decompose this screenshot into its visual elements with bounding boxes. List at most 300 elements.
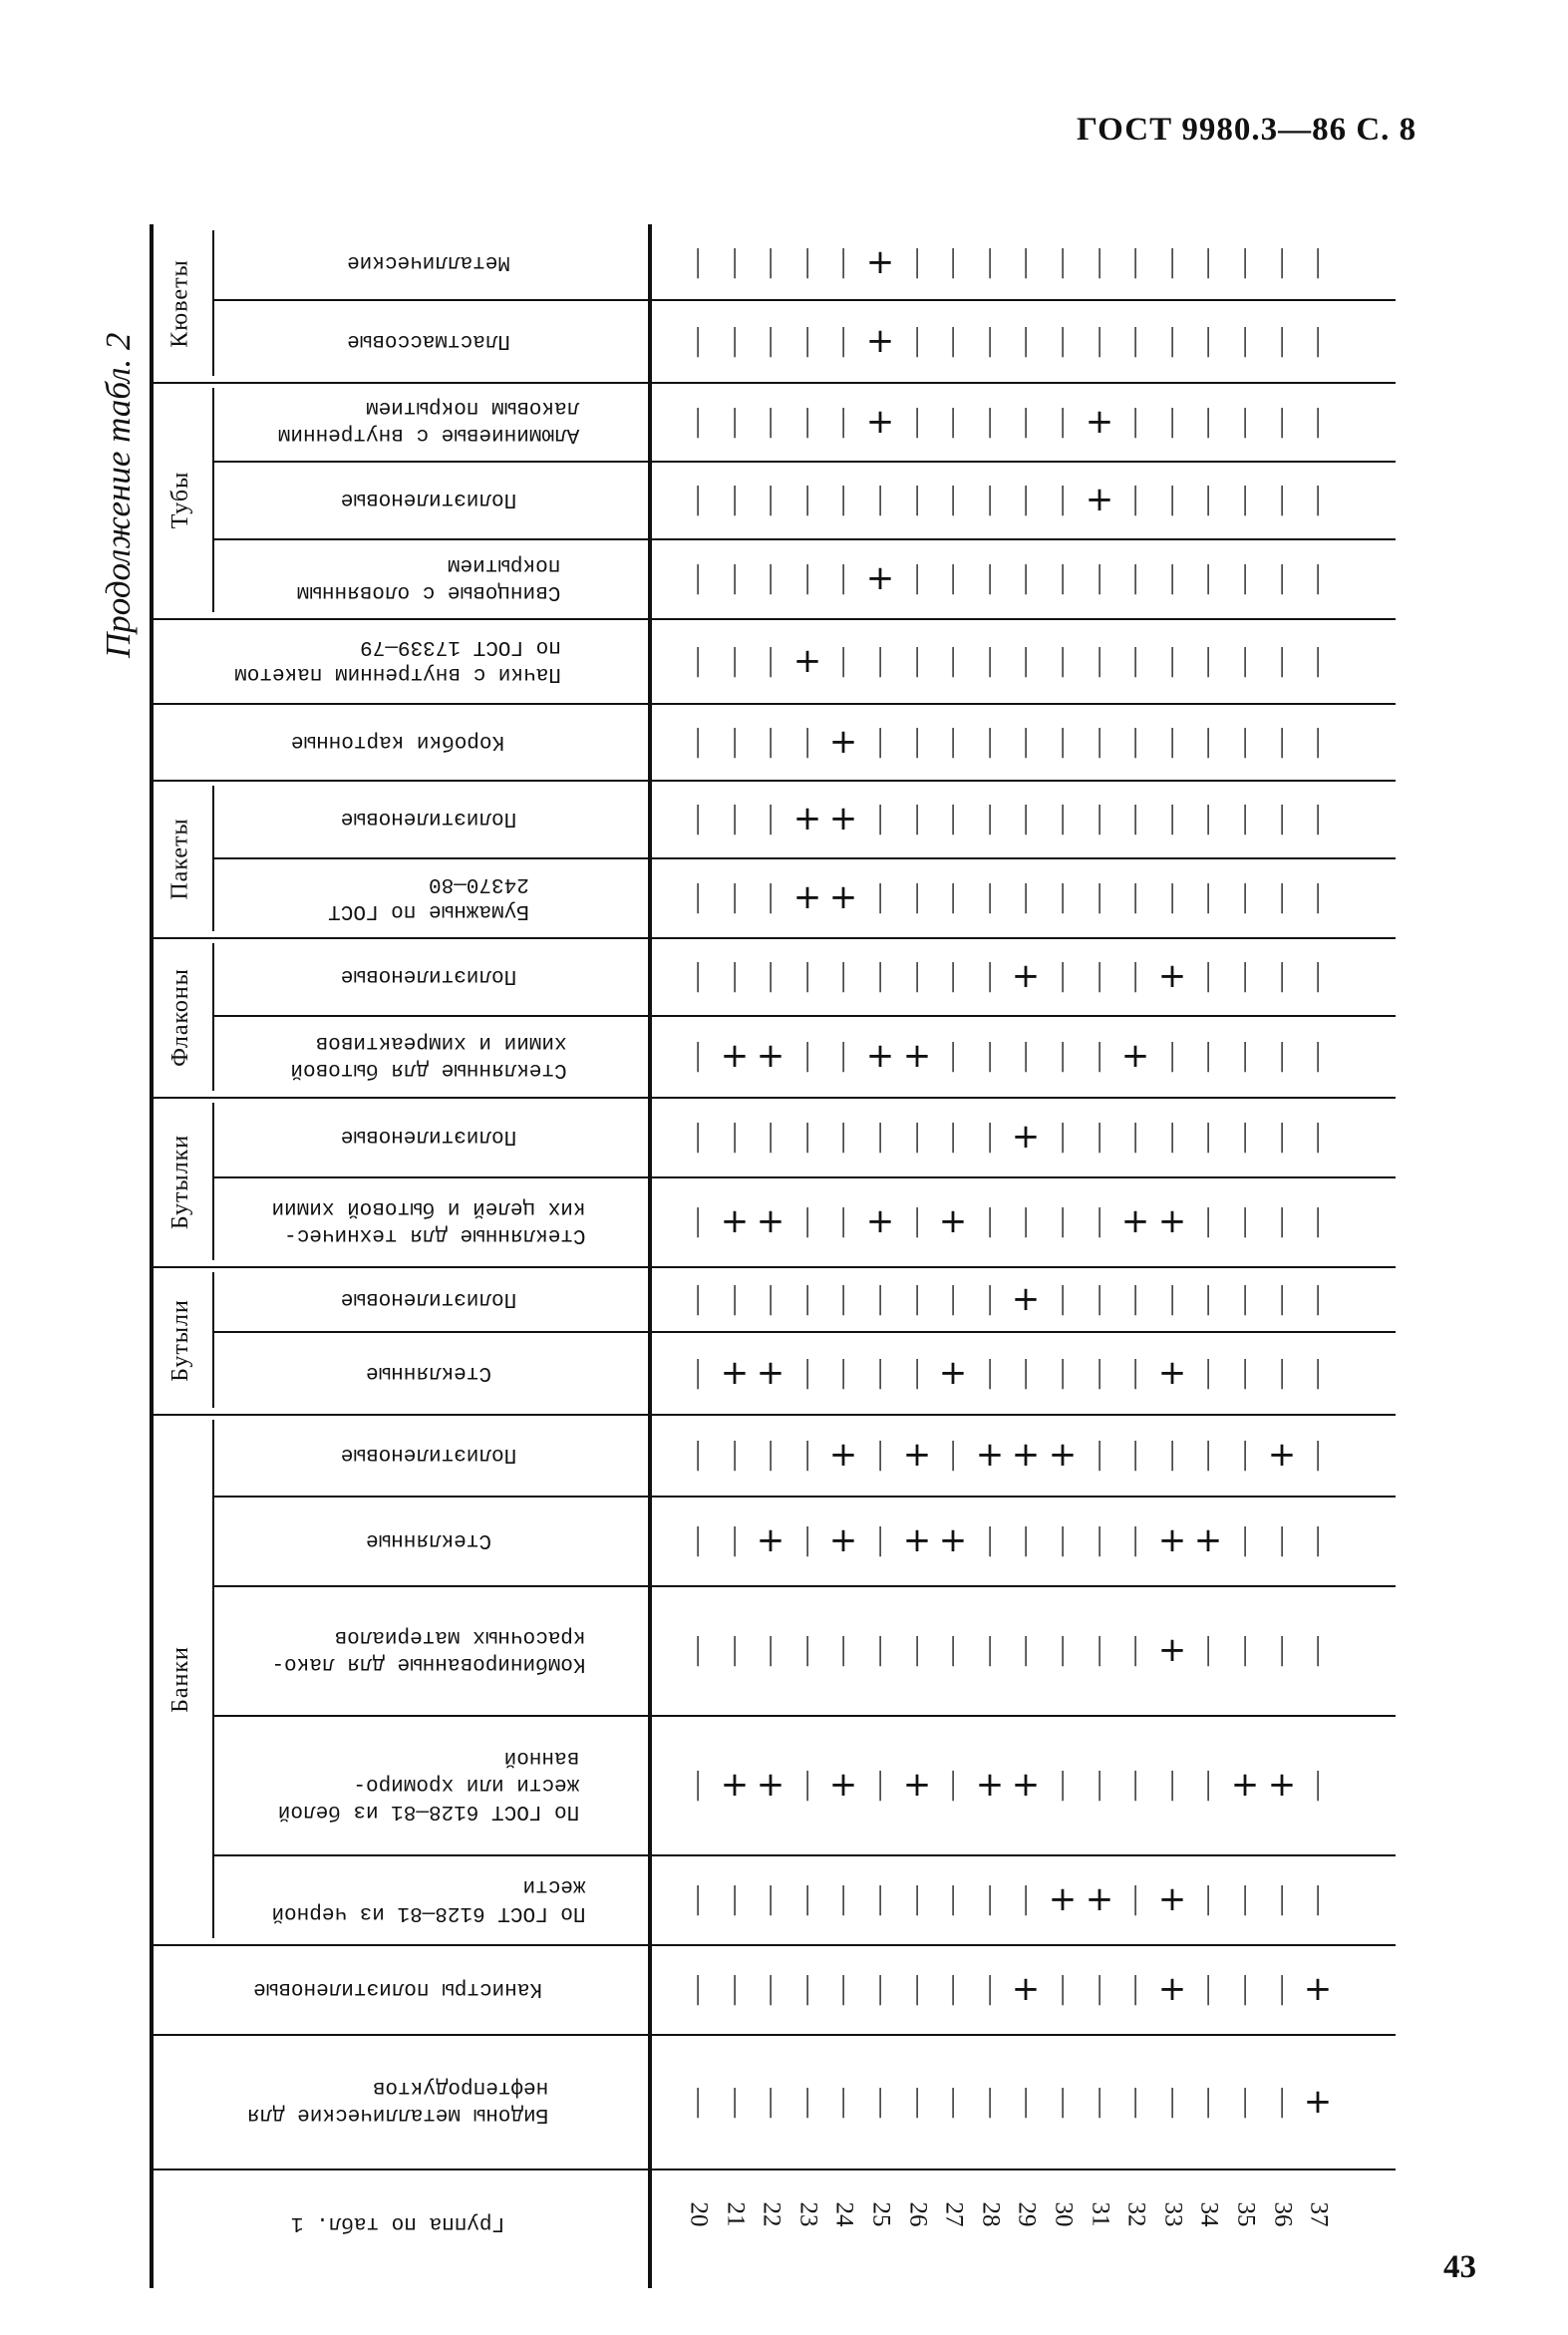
table-cell: |	[729, 403, 741, 439]
table-cell: |	[692, 879, 704, 914]
table-cell: |	[837, 322, 849, 358]
table-cell: |	[1276, 642, 1288, 678]
row-label-text: По ГОСТ 6128—81 из белой жести или хромиро- ванной	[277, 1746, 580, 1824]
table-cell: |	[1312, 1767, 1324, 1802]
table-cell: +	[756, 1201, 785, 1241]
table-cell: |	[1202, 1971, 1214, 2006]
table-cell: |	[947, 1437, 959, 1472]
group-number-text: 25	[867, 2201, 894, 2227]
table-cell: |	[874, 2083, 886, 2119]
table-cell: |	[801, 482, 813, 516]
table-cell: +	[1230, 1765, 1260, 1805]
table-cell: |	[947, 2083, 959, 2119]
table-cell: +	[865, 1201, 895, 1241]
group-number-text: 32	[1122, 2201, 1149, 2227]
table-cell: |	[1057, 482, 1069, 516]
table-cell: |	[1129, 1280, 1141, 1316]
table-cell: +	[975, 1765, 1005, 1805]
table-cell: |	[1129, 1522, 1141, 1557]
table-cell: |	[1312, 243, 1324, 279]
table-cell: +	[1267, 1435, 1297, 1475]
table-cell: |	[1020, 1881, 1032, 1916]
table-cell: |	[729, 1280, 741, 1316]
row-label-text: Стеклянные	[365, 1528, 492, 1552]
table-cell: +	[1157, 1352, 1187, 1393]
table-cell: |	[1239, 560, 1251, 595]
table-cell: |	[984, 1280, 996, 1316]
table-cell: |	[1094, 1522, 1105, 1557]
table-cell: |	[801, 1038, 813, 1073]
table-cell: |	[1312, 1354, 1324, 1390]
table-cell: |	[765, 322, 777, 358]
table-cell: +	[938, 1520, 968, 1560]
table-cell: |	[1276, 1038, 1288, 1073]
table-cell: |	[729, 642, 741, 678]
row-label	[157, 620, 638, 701]
group-number	[1119, 2173, 1151, 2255]
row-label-text: Стеклянные для техничес- ких целей и бытовой химии	[271, 1196, 586, 1246]
table-cell: |	[765, 801, 777, 835]
table-cell: |	[1202, 482, 1214, 516]
table-cell: |	[1239, 1038, 1251, 1073]
category-divider-line	[212, 943, 214, 1091]
table-cell: |	[1312, 1038, 1324, 1073]
table-cell: +	[1193, 1520, 1223, 1560]
table-cell: +	[865, 320, 895, 361]
table-cell: |	[1239, 403, 1251, 439]
table-cell: |	[1057, 723, 1069, 759]
table-cell: |	[801, 1203, 813, 1238]
row-label-text: Свинцовые с оловянным покрытием	[296, 553, 561, 603]
table-cell: |	[874, 1280, 886, 1316]
table-cell: +	[828, 1435, 858, 1475]
table-cell: |	[1276, 2083, 1288, 2119]
table-cell: |	[1202, 1038, 1214, 1073]
table-cell: +	[1085, 480, 1114, 519]
row-label-text: Полиэтиленовые	[340, 488, 517, 511]
group-number	[974, 2173, 1006, 2255]
table-cell: |	[1312, 723, 1324, 759]
table-cell: |	[1129, 1119, 1141, 1154]
table-cell: |	[1276, 482, 1288, 516]
table-cell: |	[1239, 801, 1251, 835]
table-cell: |	[1057, 243, 1069, 279]
table-cell: |	[911, 879, 923, 914]
category-label: Бутыли	[167, 1298, 193, 1382]
table-cell: |	[729, 1119, 741, 1154]
group-number-text: 30	[1050, 2201, 1077, 2227]
row-label	[219, 384, 638, 459]
table-cell: +	[1303, 1969, 1333, 2009]
group-number	[1010, 2173, 1042, 2255]
table-cell: +	[828, 1765, 858, 1805]
table-cell: |	[692, 1119, 704, 1154]
table-cell: |	[801, 1881, 813, 1916]
table-cell: |	[1276, 322, 1288, 358]
table-cell: |	[1020, 243, 1032, 279]
group-number-text: 33	[1159, 2201, 1186, 2227]
table-cell: |	[947, 1767, 959, 1802]
group-number	[1156, 2173, 1188, 2255]
table-cell: |	[1312, 1437, 1324, 1472]
table-cell: |	[1202, 879, 1214, 914]
table-cell: |	[911, 482, 923, 516]
category-divider-line	[212, 1103, 214, 1260]
table-cell: +	[902, 1036, 932, 1076]
table-cell: |	[1057, 2083, 1069, 2119]
row-label-text: Бумажные по ГОСТ 24370—80	[328, 872, 529, 922]
table-cell: |	[1276, 879, 1288, 914]
table-cell: |	[765, 642, 777, 678]
table-cell: |	[947, 801, 959, 835]
table-cell: |	[1239, 1632, 1251, 1667]
table-cell: |	[1129, 1971, 1141, 2006]
table-cell: |	[911, 243, 923, 279]
table-cell: |	[801, 958, 813, 993]
category-label: Бутылки	[167, 1134, 193, 1229]
table-cell: +	[828, 1520, 858, 1560]
row-label-text: Пластмассовые	[347, 329, 510, 352]
table-cell: |	[984, 642, 996, 678]
table-cell: |	[1312, 1203, 1324, 1238]
table-cell: |	[1094, 1971, 1105, 2006]
table-cell: |	[765, 1881, 777, 1916]
table-cell: |	[911, 642, 923, 678]
table-cell: |	[1057, 1632, 1069, 1667]
table-cell: |	[837, 1881, 849, 1916]
table-cell: |	[729, 1971, 741, 2006]
table-cell: |	[837, 1354, 849, 1390]
table-cell: |	[1094, 322, 1105, 358]
table-cell: +	[1157, 1201, 1187, 1241]
table-continuation-label: Продолжение табл. 2	[99, 332, 138, 658]
table-cell: |	[765, 958, 777, 993]
table-cell: |	[1276, 1203, 1288, 1238]
table-cell: |	[1239, 243, 1251, 279]
group-number	[827, 2173, 859, 2255]
table-cell: |	[692, 403, 704, 439]
table-cell: +	[756, 1352, 785, 1393]
group-header-text: Группа по табл. 1	[290, 2211, 505, 2235]
table-cell: |	[911, 1119, 923, 1154]
table-cell: |	[1312, 1632, 1324, 1667]
table-cell: |	[984, 2083, 996, 2119]
table-cell: +	[1048, 1435, 1078, 1475]
table-cell: +	[865, 558, 895, 598]
table-cell: |	[837, 1632, 849, 1667]
row-label-text: Металлические	[347, 250, 510, 273]
table-cell: |	[911, 1280, 923, 1316]
table-cell: |	[984, 1203, 996, 1238]
group-number-text: 34	[1195, 2201, 1222, 2227]
table-cell: |	[947, 1280, 959, 1316]
table-cell: |	[1094, 723, 1105, 759]
table-cell: |	[874, 879, 886, 914]
table-cell: |	[692, 1881, 704, 1916]
table-cell: |	[1239, 723, 1251, 759]
table-cell: |	[765, 1971, 777, 2006]
table-cell: |	[947, 642, 959, 678]
table-cell: |	[947, 958, 959, 993]
table-cell: +	[720, 1352, 750, 1393]
table-cell: |	[1166, 1119, 1178, 1154]
table-cell: |	[947, 1881, 959, 1916]
row-label	[219, 540, 638, 616]
table-cell: +	[975, 1435, 1005, 1475]
category-divider-line	[212, 1420, 214, 1938]
table-cell: +	[1048, 1879, 1078, 1919]
group-number-text: 28	[977, 2201, 1004, 2227]
table-cell: |	[692, 482, 704, 516]
table-cell: |	[837, 560, 849, 595]
table-cell: |	[911, 958, 923, 993]
table-cell: |	[1312, 1881, 1324, 1916]
table-cell: |	[1129, 1767, 1141, 1802]
table-cell: +	[1120, 1201, 1150, 1241]
table-cell: |	[984, 322, 996, 358]
category-label: Флаконы	[167, 967, 193, 1067]
table-cell: |	[801, 1971, 813, 2006]
table-cell: |	[874, 642, 886, 678]
group-number	[1192, 2173, 1224, 2255]
table-cell: |	[837, 642, 849, 678]
table-cell: |	[692, 322, 704, 358]
table-cell: +	[828, 799, 858, 838]
table-cell: |	[874, 1354, 886, 1390]
table-cell: |	[1239, 1119, 1251, 1154]
page-header: ГОСТ 9980.3—86 С. 8	[1077, 112, 1417, 148]
row-label-text: Пачки с внутренним пакетом по ГОСТ 17339—79	[234, 635, 561, 686]
table-cell: |	[692, 1767, 704, 1802]
table-cell: |	[984, 403, 996, 439]
table-cell: |	[1312, 1119, 1324, 1154]
table-cell: +	[720, 1201, 750, 1241]
table-cell: |	[1057, 403, 1069, 439]
table-cell: |	[1129, 1354, 1141, 1390]
table-cell: +	[1157, 956, 1187, 996]
table-cell: |	[1129, 482, 1141, 516]
table-cell: |	[1166, 1437, 1178, 1472]
table-cell: |	[1276, 958, 1288, 993]
table-cell: |	[1094, 1038, 1105, 1073]
table-cell: |	[692, 1038, 704, 1073]
table-cell: |	[1057, 1038, 1069, 1073]
table-cell: +	[1011, 1969, 1041, 2009]
table-cell: +	[1011, 1278, 1041, 1319]
category-label-box	[150, 1097, 212, 1266]
table-cell: |	[837, 243, 849, 279]
table-cell: |	[984, 1632, 996, 1667]
table-cell: |	[1129, 1881, 1141, 1916]
row-label	[219, 1178, 638, 1264]
table-cell: |	[1020, 801, 1032, 835]
table-cell: |	[874, 482, 886, 516]
table-cell: |	[1202, 560, 1214, 595]
table-cell: |	[911, 560, 923, 595]
table-cell: |	[837, 403, 849, 439]
table-cell: |	[1094, 1354, 1105, 1390]
category-divider-line	[212, 1272, 214, 1408]
category-label: Банки	[167, 1645, 193, 1713]
table-cell: +	[938, 1201, 968, 1241]
table-cell: |	[801, 2083, 813, 2119]
table-cell: |	[1166, 642, 1178, 678]
table-cell: |	[911, 723, 923, 759]
table-cell: |	[911, 1881, 923, 1916]
table-cell: |	[692, 1280, 704, 1316]
table-cell: |	[1276, 723, 1288, 759]
group-number	[1047, 2173, 1079, 2255]
table-cell: |	[984, 1522, 996, 1557]
row-label-text: Полиэтиленовые	[340, 807, 517, 831]
table-cell: |	[765, 1280, 777, 1316]
table-cell: |	[911, 1971, 923, 2006]
table-cell: |	[692, 2083, 704, 2119]
table-cell: +	[828, 877, 858, 917]
table-cell: |	[765, 1437, 777, 1472]
table-cell: +	[1120, 1036, 1150, 1076]
group-number	[1084, 2173, 1115, 2255]
table-cell: |	[729, 958, 741, 993]
table-cell: |	[1057, 801, 1069, 835]
table-cell: +	[865, 1036, 895, 1076]
table-cell: +	[756, 1765, 785, 1805]
category-label-box	[150, 382, 212, 618]
table-cell: |	[1202, 403, 1214, 439]
table-cell: |	[947, 1632, 959, 1667]
table-cell: |	[1202, 1354, 1214, 1390]
table-cell: |	[1020, 1522, 1032, 1557]
table-cell: |	[1202, 958, 1214, 993]
table-cell: |	[984, 1038, 996, 1073]
table-cell: |	[1239, 1881, 1251, 1916]
table-cell: |	[1094, 1280, 1105, 1316]
row-label-text: Полиэтиленовые	[340, 1443, 517, 1467]
table-cell: |	[765, 560, 777, 595]
table-cell: |	[984, 723, 996, 759]
table-cell: |	[1094, 243, 1105, 279]
table-cell: +	[1157, 1630, 1187, 1670]
row-label	[219, 1017, 638, 1095]
table-cell: +	[828, 721, 858, 762]
table-cell: +	[902, 1520, 932, 1560]
table-cell: |	[729, 1437, 741, 1472]
table-cell: +	[902, 1765, 932, 1805]
table-cell: |	[801, 403, 813, 439]
group-number-text: 22	[758, 2201, 784, 2227]
table-cell: |	[1166, 560, 1178, 595]
table-cell: |	[801, 1280, 813, 1316]
table-cell: |	[1094, 1767, 1105, 1802]
table-cell: |	[1202, 1119, 1214, 1154]
table-cell: |	[1202, 1767, 1214, 1802]
table-cell: |	[765, 879, 777, 914]
table-cell: |	[911, 322, 923, 358]
row-label-text: Стеклянные	[365, 1361, 492, 1384]
group-number-text: 20	[685, 2201, 712, 2227]
table-cell: |	[1312, 879, 1324, 914]
row-label-text: Полиэтиленовые	[340, 1287, 517, 1310]
table-cell: |	[1276, 243, 1288, 279]
group-number-text: 26	[904, 2201, 931, 2227]
table-cell: |	[947, 482, 959, 516]
category-label-box	[150, 937, 212, 1097]
row-label	[219, 1587, 638, 1713]
table-cell: |	[1239, 1971, 1251, 2006]
row-label	[157, 705, 638, 778]
category-label-box	[150, 224, 212, 382]
row-label	[219, 226, 638, 297]
table-cell: |	[1239, 1280, 1251, 1316]
table-cell: |	[1094, 879, 1105, 914]
table-cell: |	[801, 1354, 813, 1390]
table-cell: |	[1276, 1119, 1288, 1154]
table-cell: |	[1057, 958, 1069, 993]
table-cell: +	[865, 401, 895, 442]
table-cell: +	[720, 1036, 750, 1076]
table-cell: |	[837, 1971, 849, 2006]
table-cell: |	[947, 243, 959, 279]
table-cell: |	[984, 1971, 996, 2006]
table-cell: |	[1057, 1280, 1069, 1316]
table-cell: |	[1094, 1119, 1105, 1154]
table-cell: |	[1057, 560, 1069, 595]
table-cell: |	[1312, 642, 1324, 678]
table-cell: |	[1129, 642, 1141, 678]
table-cell: |	[984, 958, 996, 993]
table-cell: |	[1057, 1203, 1069, 1238]
category-label: Кюветы	[167, 258, 193, 348]
table-cell: +	[792, 640, 822, 681]
table-cell: |	[911, 1632, 923, 1667]
table-cell: |	[1129, 1632, 1141, 1667]
row-label	[157, 1946, 638, 2032]
table-cell: |	[692, 560, 704, 595]
table-cell: |	[837, 1038, 849, 1073]
table-cell: |	[1202, 243, 1214, 279]
table-cell: |	[1129, 879, 1141, 914]
table-cell: |	[874, 1971, 886, 2006]
table-cell: +	[1267, 1765, 1297, 1805]
table-cell: |	[729, 482, 741, 516]
table-cell: |	[874, 1767, 886, 1802]
row-label	[219, 1498, 638, 1583]
table-cell: |	[1020, 723, 1032, 759]
table-cell: |	[1312, 1522, 1324, 1557]
table-cell: |	[1202, 2083, 1214, 2119]
group-number-text: 24	[830, 2201, 857, 2227]
table-cell: |	[1166, 1038, 1178, 1073]
table-cell: |	[1057, 1354, 1069, 1390]
table-cell: |	[1239, 1203, 1251, 1238]
table-cell: |	[1020, 1038, 1032, 1073]
group-number	[682, 2173, 714, 2255]
table-cell: |	[1129, 2083, 1141, 2119]
table-cell: |	[765, 2083, 777, 2119]
row-label	[219, 782, 638, 855]
table-cell: |	[1202, 1881, 1214, 1916]
row-label-text: Стеклянные для бытовой химии и химреактивов	[290, 1031, 567, 1081]
table-cell: |	[1312, 482, 1324, 516]
row-label-text: Полиэтиленовые	[340, 1125, 517, 1149]
table-cell: |	[1312, 801, 1324, 835]
table-cell: |	[1094, 1437, 1105, 1472]
table-cell: |	[874, 1119, 886, 1154]
table-cell: |	[1094, 801, 1105, 835]
row-label	[219, 1416, 638, 1494]
group-header-label	[157, 2173, 638, 2273]
table-cell: |	[1166, 482, 1178, 516]
